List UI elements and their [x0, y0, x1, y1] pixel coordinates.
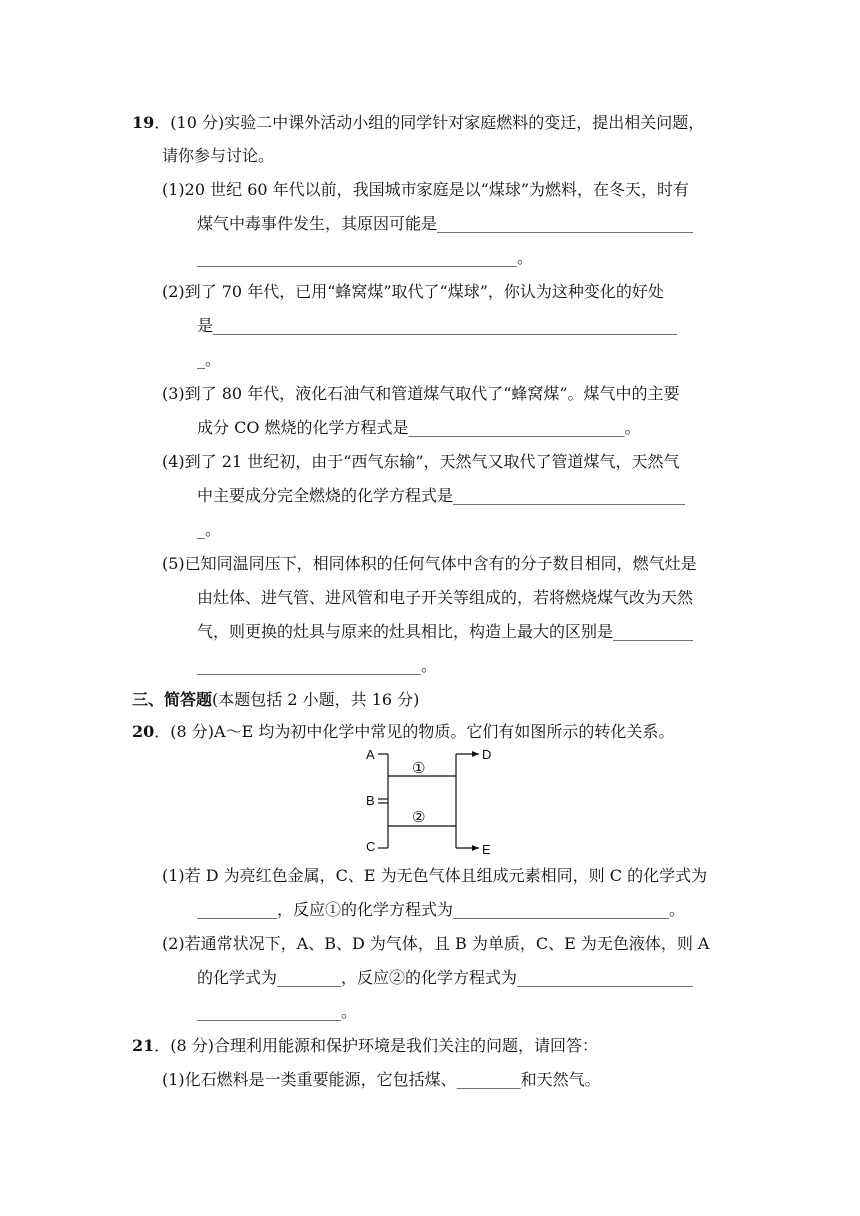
q19-part1-line2: 煤气中毒事件发生，其原因可能是________________________________: [197, 214, 694, 233]
q19-part2-line3: _。: [197, 350, 222, 369]
q19-part2-line1: (2)到了 70 年代，已用“蜂窝煤”取代了“煤球”，你认为这种变化的好处: [162, 282, 664, 301]
q21-part1: (1)化石燃料是一类重要能源，它包括煤、________和天然气。: [162, 1070, 601, 1089]
q19-part4-line2: 中主要成分完全燃烧的化学方程式是_____________________________: [197, 486, 686, 505]
q19-number: 19: [132, 113, 155, 132]
q19-header-cont: 请你参与讨论。: [162, 146, 275, 165]
diagram-label-d: D: [482, 747, 492, 762]
q19-header: [132, 112, 704, 134]
diagram-label-e: E: [482, 842, 491, 857]
q21-header-text: ．(8 分)合理利用能源和保护环境是我们关注的问题，请回答：: [154, 1036, 599, 1055]
q19-part1-line1: (1)20 世纪 60 年代以前，我国城市家庭是以“煤球”为燃料，在冬天，时有: [162, 180, 690, 199]
q20-number: 20: [132, 722, 155, 741]
q20-part2-line3: __________________。: [197, 1002, 358, 1021]
q20-part2-line2: 的化学式为________，反应②的化学方程式为______________________: [197, 968, 694, 987]
q19-part3-line1: (3)到了 80 年代，液化石油气和管道煤气取代了“蜂窝煤”。煤气中的主要: [162, 384, 680, 403]
q19-part5-line1: (5)已知同温同压下，相同体积的任何气体中含有的分子数目相同，燃气灶是: [162, 554, 697, 573]
diagram-lines: [378, 754, 479, 848]
q19-part5-line2: 由灶体、进气管、进风管和电子开关等组成的，若将燃烧煤气改为天然: [197, 588, 694, 607]
diagram-label-a: A: [366, 747, 375, 762]
diagram-reaction-1: ①: [412, 760, 426, 777]
q19-part5-line3: 气，则更换的灶具与原来的灶具相比，构造上最大的区别是__________: [197, 622, 694, 641]
q21-number: 21: [132, 1036, 155, 1055]
q20-part1-line1: (1)若 D 为亮红色金属，C、E 为无色气体且组成元素相同，则 C 的化学式为: [162, 866, 708, 885]
diagram-label-c: C: [366, 839, 376, 854]
diagram-reaction-2: ②: [412, 809, 426, 826]
q20-part1-line2: __________，反应①的化学方程式为___________________________。: [197, 900, 686, 919]
q20-header-text: ．(8 分)A～E 均为初中化学中常见的物质。它们有如图所示的转化关系。: [154, 722, 675, 741]
diagram-label-b: B: [366, 793, 375, 808]
q21-header: [132, 1035, 598, 1057]
q19-part2-line2: 是__________________________________________________________: [197, 316, 678, 335]
section-title: 三、简答题: [132, 690, 213, 709]
q19-part5-line4: ____________________________。: [197, 656, 438, 675]
q19-part4-line3: _。: [197, 520, 222, 539]
q20-part2-line1: (2)若通常状况下，A、B、D 为气体，且 B 为单质，C、E 为无色液体，则 A: [162, 934, 710, 953]
q19-part3-line2: 成分 CO 燃烧的化学方程式是___________________________。: [197, 418, 641, 437]
section-heading: [132, 689, 419, 711]
q19-part4-line1: (4)到了 21 世纪初，由于“西气东输”，天然气又取代了管道煤气，天然气: [162, 452, 680, 471]
q19-part1-line3: ________________________________________。: [197, 248, 534, 267]
reaction-diagram: [360, 742, 500, 858]
section-description: (本题包括 2 小题，共 16 分): [212, 690, 420, 709]
q19-header-text: ．(10 分)实验二中课外活动小组的同学针对家庭燃料的变迁，提出相关问题，: [154, 113, 705, 132]
q20-header: [132, 721, 674, 743]
